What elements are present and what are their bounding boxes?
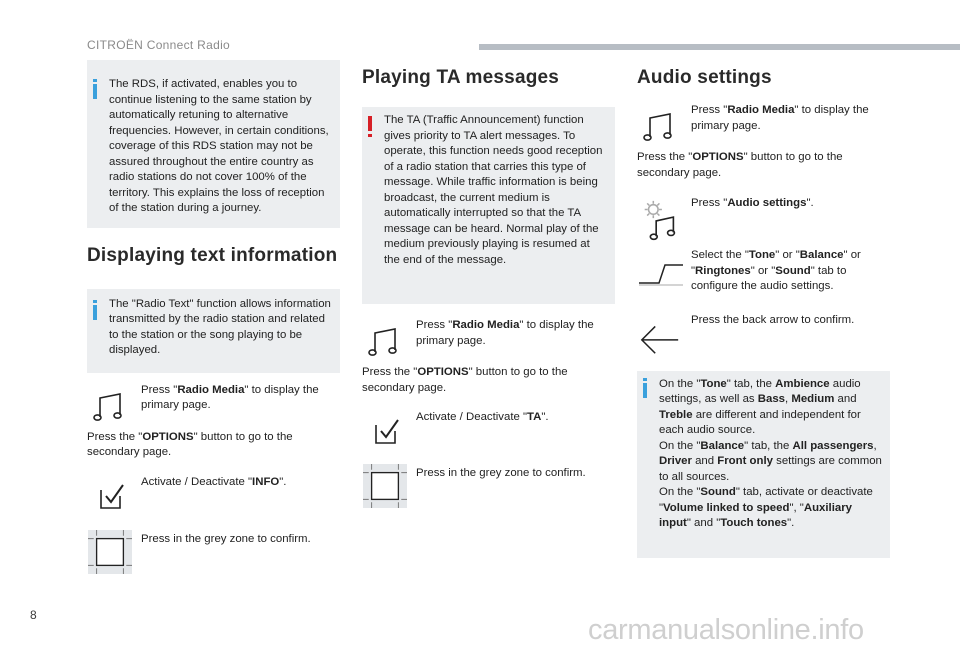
grey-zone-icon <box>87 530 133 574</box>
radio-text-info-note <box>87 289 340 373</box>
column-2 <box>362 60 615 506</box>
options-instruction: Press the "OPTIONS" button to go to the secondary page. <box>87 430 293 458</box>
rds-note-text: The RDS, if activated, enables you to continue listening to the same station by automatically retuning to alternative frequencies. However, in certain conditions, coverage of this RDS station may not be assured throughout the entire country as radio stations do not cover 100% of the territory. This explains the loss of reception of the station during a journey. <box>109 78 329 214</box>
audio-note-text: On the "Tone" tab, the Ambience audio settings, as well as Bass, Medium and Treble are different and independent for each audio source. On the "Balance" tab, the All passengers, Driver and Front only settings are common to all sources. On the "Sound" tab, activate or deactivate "Volume linked to speed", "Auxiliary input" and "Touch tones". <box>659 377 882 529</box>
radio-text-note-text: The "Radio Text" function allows information transmitted by the radio station and related to the station or the song playing to be displayed. <box>109 297 331 356</box>
step-activate-info: Activate / Deactivate "INFO". <box>87 475 340 515</box>
heading-audio-settings: Audio settings <box>637 67 772 88</box>
info-icon <box>93 305 97 320</box>
music-note-icon <box>87 387 133 431</box>
running-header-title: CITROËN Connect Radio <box>87 38 231 52</box>
step-press-radio-media: Press "Radio Media" to display the primary page. <box>87 383 340 423</box>
grey-zone-icon <box>362 464 408 508</box>
music-note-icon <box>637 107 683 151</box>
header-bar <box>479 44 960 50</box>
page-number: 8 <box>30 608 37 622</box>
step-press-radio-media: Press "Radio Media" to display the primary page. <box>637 103 890 143</box>
checkbox-check-icon <box>87 477 133 521</box>
options-instruction: Press the "OPTIONS" button to go to the secondary page. <box>362 366 568 394</box>
step-activate-ta: Activate / Deactivate "TA". <box>362 410 615 450</box>
step-back-arrow-confirm: Press the back arrow to confirm. <box>637 313 890 361</box>
checkbox-check-icon <box>362 412 408 456</box>
step-grey-zone-confirm: Press in the grey zone to confirm. <box>87 532 340 572</box>
audio-info-note <box>637 371 890 558</box>
info-icon <box>93 84 97 99</box>
watermark: carmanualsonline.info <box>588 614 864 646</box>
warning-icon <box>368 116 372 131</box>
column-3 <box>637 60 890 558</box>
info-icon <box>643 383 647 398</box>
step-press-radio-media: Press "Radio Media" to display the primary page. <box>362 318 615 358</box>
options-instruction: Press the "OPTIONS" button to go to the secondary page. <box>637 151 843 179</box>
step-grey-zone-confirm: Press in the grey zone to confirm. <box>362 466 615 506</box>
heading-playing-ta-messages: Playing TA messages <box>362 67 560 88</box>
back-arrow-icon <box>637 315 683 359</box>
column-1 <box>87 60 340 572</box>
music-note-icon <box>362 322 408 366</box>
ta-warning-note <box>362 107 615 304</box>
tab-shape-icon <box>637 254 683 298</box>
step-select-tab: Select the "Tone" or "Balance" or "Ringtones" or "Sound" tab to configure the audio settings. <box>637 248 890 295</box>
ta-note-text: The TA (Traffic Announcement) function gives priority to TA alert messages. To operate, this function needs good reception of a radio station that carries this type of message. While traffic information is being broadcast, the current medium is automatically interrupted so that the TA message can be heard. Normal play of the medium previously playing is resumed at the end of the message. <box>384 114 603 266</box>
step-press-audio-settings: Press "Audio settings". <box>637 196 890 244</box>
heading-displaying-text-information: Displaying text information <box>87 244 338 266</box>
gear-music-note-icon <box>637 198 683 242</box>
rds-info-note <box>87 60 340 228</box>
